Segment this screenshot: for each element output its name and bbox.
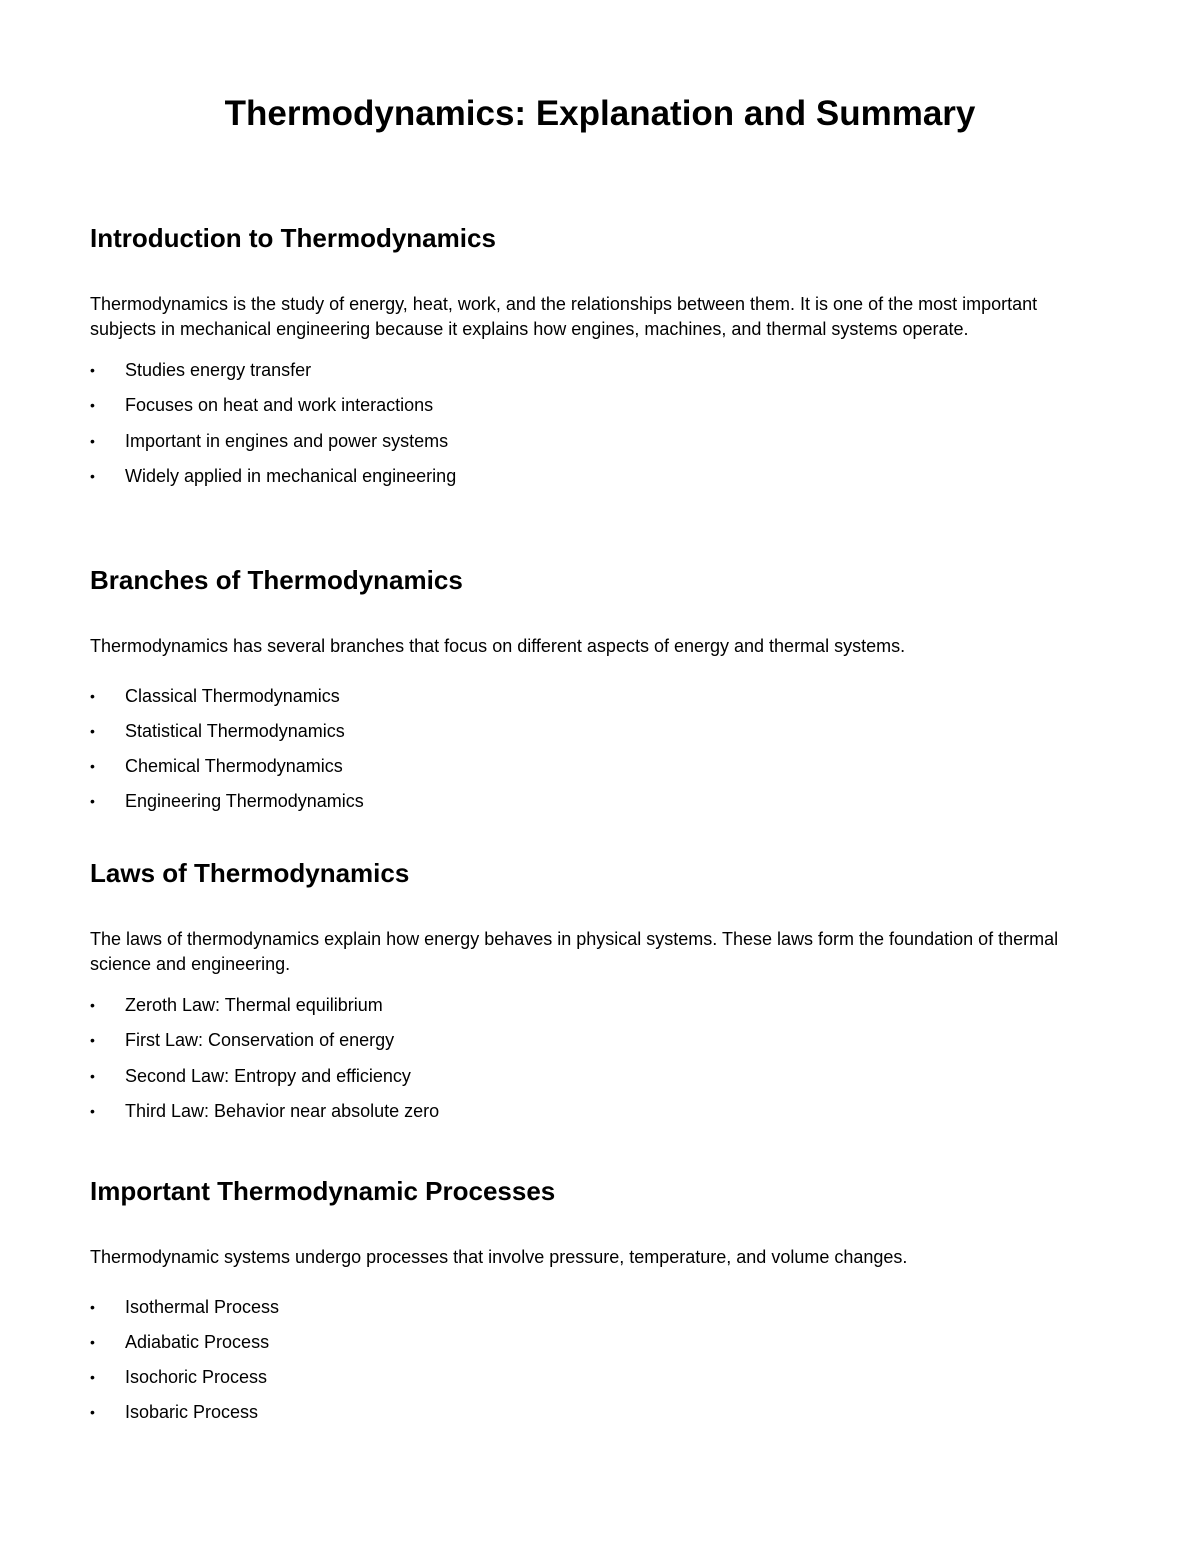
bullet-icon: •	[90, 1369, 95, 1386]
list-item	[90, 1100, 1100, 1135]
list-item-text: Zeroth Law: Thermal equilibrium	[125, 995, 383, 1015]
bullet-icon: •	[90, 432, 95, 449]
bullet-icon: •	[90, 362, 95, 378]
section-paragraph: Thermodynamics has several branches that focus on different aspects of energy and thermal systems.	[90, 636, 906, 656]
section-processes	[90, 1175, 1100, 1437]
list-item	[90, 790, 1100, 825]
list-item	[90, 1401, 1100, 1436]
list-item-text: Classical Thermodynamics	[125, 685, 340, 706]
list-item-text: Studies energy transfer	[125, 360, 312, 380]
bullet-icon: •	[90, 687, 95, 704]
list-item	[90, 465, 1100, 500]
bullet-icon: •	[90, 1404, 95, 1421]
section-heading: Important Thermodynamic Processes	[90, 1176, 556, 1206]
bullet-icon: •	[90, 397, 95, 414]
list-item	[90, 755, 1100, 790]
bullet-icon: •	[90, 1102, 95, 1119]
list-item-text: Focuses on heat and work interactions	[125, 395, 434, 416]
list-item	[90, 1029, 1100, 1064]
list-item	[90, 359, 1100, 394]
section-paragraph: Thermodynamics is the study of energy, heat, work, and the relationships between them. It is one of the most important subjects in mechanical engineering because it explains how engines, machines, and thermal systems operate.	[90, 294, 1038, 339]
list-item-text: Isothermal Process	[125, 1296, 280, 1317]
list-item	[90, 394, 1100, 429]
list-item-text: Statistical Thermodynamics	[125, 720, 345, 741]
bullet-icon: •	[90, 758, 95, 775]
bullet-list	[90, 685, 1100, 826]
list-item-text: Isobaric Process	[125, 1402, 259, 1423]
section-heading: Laws of Thermodynamics	[90, 858, 410, 888]
list-item	[90, 430, 1100, 465]
section-paragraph: The laws of thermodynamics explain how energy behaves in physical systems. These laws form the foundation of thermal science and engineering.	[90, 929, 1059, 974]
list-item	[90, 994, 1100, 1029]
bullet-icon: •	[90, 997, 95, 1013]
bullet-list	[90, 994, 1100, 1135]
bullet-icon: •	[90, 722, 95, 739]
document-title: Thermodynamics: Explanation and Summary	[224, 94, 976, 133]
bullet-icon: •	[90, 1067, 95, 1084]
list-item-text: Chemical Thermodynamics	[125, 756, 343, 777]
section-paragraph: Thermodynamic systems undergo processes that involve pressure, temperature, and volume changes.	[90, 1247, 908, 1267]
list-item-text: Third Law: Behavior near absolute zero	[125, 1100, 440, 1121]
list-item-text: Second Law: Entropy and efficiency	[125, 1065, 411, 1086]
list-item-text: Adiabatic Process	[125, 1331, 270, 1352]
bullet-icon: •	[90, 1032, 95, 1049]
list-item-text: First Law: Conservation of energy	[125, 1030, 395, 1051]
list-item	[90, 1065, 1100, 1100]
list-item-text: Important in engines and power systems	[125, 430, 449, 451]
bullet-list	[90, 359, 1100, 500]
list-item	[90, 1331, 1100, 1366]
list-item-text: Widely applied in mechanical engineering	[125, 465, 457, 486]
list-item	[90, 685, 1100, 720]
section-heading: Branches of Thermodynamics	[90, 565, 463, 595]
section-branches	[90, 564, 1100, 826]
bullet-icon: •	[90, 1298, 95, 1315]
bullet-icon: •	[90, 467, 95, 484]
bullet-icon: •	[90, 1333, 95, 1350]
list-item-text: Isochoric Process	[125, 1367, 268, 1388]
bullet-list	[90, 1296, 1100, 1437]
list-item	[90, 720, 1100, 755]
section-introduction	[90, 222, 1100, 500]
list-item-text: Engineering Thermodynamics	[125, 791, 364, 812]
section-heading: Introduction to Thermodynamics	[90, 223, 496, 253]
section-laws	[90, 857, 1100, 1135]
list-item	[90, 1366, 1100, 1401]
list-item	[90, 1296, 1100, 1331]
bullet-icon: •	[90, 793, 95, 810]
